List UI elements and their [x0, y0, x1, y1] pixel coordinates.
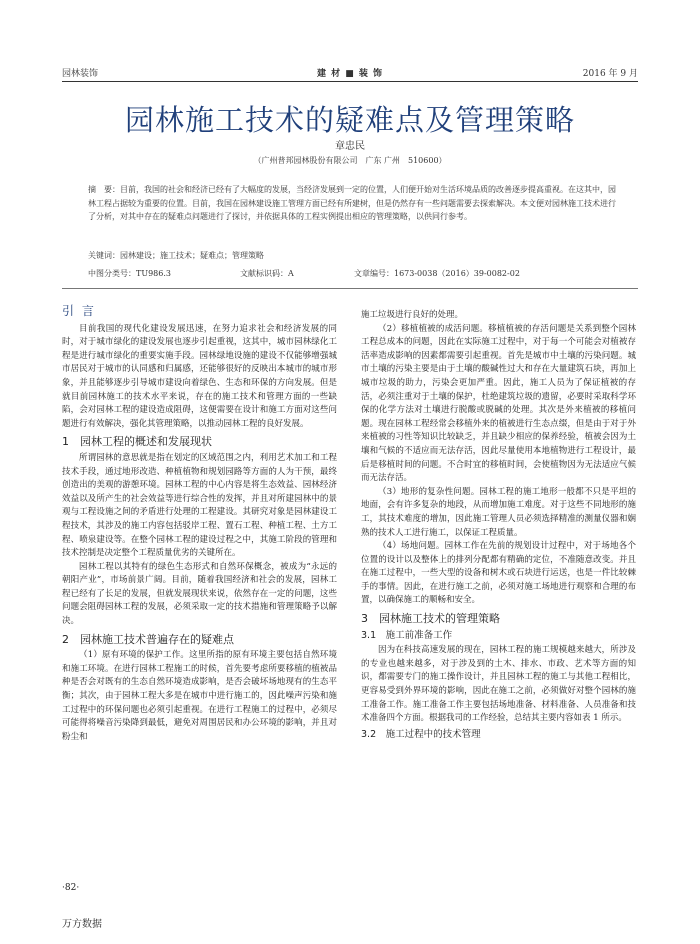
header-rule	[62, 81, 638, 82]
article-number: 文章编号：1673-0038（2016）39-0082-02	[354, 269, 520, 278]
header-date: 2016 年 9 月	[582, 69, 638, 79]
keywords: 关键词：园林建设；施工技术；疑难点；管理策略	[88, 251, 264, 260]
clc-number: 中图分类号：TU986.3	[88, 269, 171, 278]
paragraph: （4）场地问题。园林工作在先前的规划设计过程中，对于场地各个位置的设计以及整体上的排列分配都有精确的定位，不准随意改变。并且在施工过程中，一些大型的设备和树木或石块进行运送，也是一件比较棘手的事情。因此，在进行施工之前，必须对施工场地进行观察和合理的布置，以确保施工的顺畅和安全。	[361, 541, 636, 606]
page-number: ·82·	[62, 883, 80, 893]
abstract: 摘 要：目前，我国的社会和经济已经有了大幅度的发展，当经济发展到一定的位置，人们便开始对生活环境品质的改善逐步提高重视。在这其中，园林工程占据较为重要的位置。目前，我国在园林建设施工管理方面已经有所建树，但是仍然存有一些问题需要去探索解决。本文便对园林施工技术进行了分析，对其中存在的疑难点问题进行了探讨，并依据具体的工程实例提出相应的管理策略，以供同行参考。	[88, 185, 616, 221]
paragraph: （3）地形的复杂性问题。园林工程的施工地形一般都不只是平坦的地面，会有许多复杂的地段，从而增加施工难度。对于这些不同地形的施工，其技术难度的增加，因此施工管理人员必须选择精准的测量仪器和娴熟的技术人工进行施工，以保证工程质量。	[361, 486, 636, 538]
section-heading: 1 园林工程的概述和发展现状	[62, 435, 212, 449]
right-column	[361, 309, 636, 743]
paragraph: 园林工程以其特有的绿色生态形式和自然环保概念，被成为“永远的朝阳产业”，市场前景广阔。目前，随着我国经济和社会的发展，园林工程已经有了长足的发展，但就发展现状来说，依然存在一定的问题，这些问题会阻碍园林工程的发展，必须采取一定的技术措施和管理策略予以解决。	[62, 561, 337, 627]
subsection-heading: 3.1 施工前准备工作	[361, 629, 453, 641]
document-code: 文献标识码：A	[240, 269, 294, 278]
section-heading: 2 园林施工技术普遍存在的疑难点	[62, 632, 234, 646]
header-section: 园林装饰	[62, 69, 99, 79]
paragraph: （1）原有环境的保护工作。这里所指的原有环境主要包括自然环境和施工环境。在进行园林工程施工的时候，首先要考虑所要移植的植被品种是否会对既有的生态自然环境造成影响，是否会破坏场地现有的生态平衡；其次，由于园林工程大多是在城市中进行施工的，因此噪声污染和施工过程中的环保问题也必须引起重视。在进行工程施工的过程中，必须尽可能得将噪音污染降到最低，避免对周围居民和办公环境的影响，并且对粉尘和	[62, 650, 337, 742]
left-column	[62, 305, 337, 744]
subsection-heading: 3.2 施工过程中的技术管理	[361, 728, 481, 740]
running-header	[62, 66, 638, 82]
section-heading: 3 园林施工技术的管理策略	[361, 612, 500, 626]
author: 章忠民	[335, 141, 365, 152]
paragraph: 目前我国的现代化建设发展迅速，在努力追求社会和经济发展的同时，对于城市绿化的建设发展也逐步引起重视，这其中，城市园林绿化工程是进行城市绿化的重要实施手段。园林绿地设施的建设不仅能够增强城市居民对于城市的认同感和归属感，还能够很好的反映出本城市的城市形象，并且能够逐步引导城市建设向着绿色、生态和环保的方向发展。但是就目前园林施工的技术水平来说，存在的施工技术和管理方面的一些缺陷，会对园林工程的建设造成阻碍，这便需要在设计和施工方面对这些问题进行有效解决，强化其管理策略，以推动园林工程的良好发展。	[62, 323, 337, 429]
paragraph: 因为在科技高速发展的现在，园林工程的施工规模越来越大，所涉及的专业也越来越多，对于涉及到的土木、排水、市政、艺术等方面的知识，都需要专门的施工操作设计，并且园林工程的施工与其他工程相比，更容易受到外界环境的影响，因此在施工之前，必须做好对整个园林的施工准备工作。施工准备工作主要包括场地准备、材料准备、人员准备和技术准备四个方面。根据我司的工作经验，总结其主要内容如表 1 所示。	[361, 645, 636, 724]
paragraph: （2）移植植被的成活问题。移植植被的存活问题是关系到整个园林工程总成本的问题，因此在实际施工过程中，对于每一个可能会对植被存活率造成影响的因素都需要引起重视。首先是城市中土壤的污染问题。城市土壤的污染主要是由于土壤的酸碱性过大和存在大量建筑石块，再加上城市垃圾的助力，污染会更加严重。因此，施工人员为了保证植被的存活，必须注重对于土壤的保护，杜绝建筑垃圾的遗留，必要时采取科学环保的化学方法对土壤进行脱酸或脱碱的处理。其次是外来植被的移植问题。现在园林工程经常会移植外来的植被进行生态点缀，但是由于对于外来植被的习性等知识比较缺乏，并且缺少相应的保养经验，植被会因为土壤和气候的不适应而无法存活，因此尽量使用本地植物进行工程设计，最后是移植时间的问题。不合时宜的移植时间，会使植物因为无法适应气候而无法存活。	[361, 323, 636, 484]
paragraph: 施工垃圾进行良好的处理。	[361, 310, 464, 320]
footer-watermark: 万方数据	[62, 919, 102, 930]
paper-title: 园林施工技术的疑难点及管理策略	[124, 103, 575, 137]
affiliation: （广州普邦园林股份有限公司 广东 广州 510600）	[253, 156, 447, 165]
header-journal: 建 材 ■ 装 饰	[316, 69, 384, 79]
paragraph: 所谓园林的意思就是指在划定的区域范围之内，利用艺术加工和工程技术手段，通过地形改造、种植植物和规划园路等方面的人为干预，最终创造出的美观的游憩环境。园林工程的中心内容是将生态效益、园林经济效益以及所产生的社会效益等进行综合性的发挥，并且对所建园林中的景观与工程设施之间的矛盾进行处理的工程建设。其研究对象是园林建设工程技术，其涉及的施工内容包括驳岸工程、置石工程、种植工程、土方工程、喷泉建设等。在整个园林工程的建设过程之中，其施工阶段的管理和技术控制是决定整个工程质量优劣的关键所在。	[62, 452, 337, 559]
intro-heading: 引 言	[62, 304, 96, 318]
abstract-rule	[62, 288, 638, 289]
